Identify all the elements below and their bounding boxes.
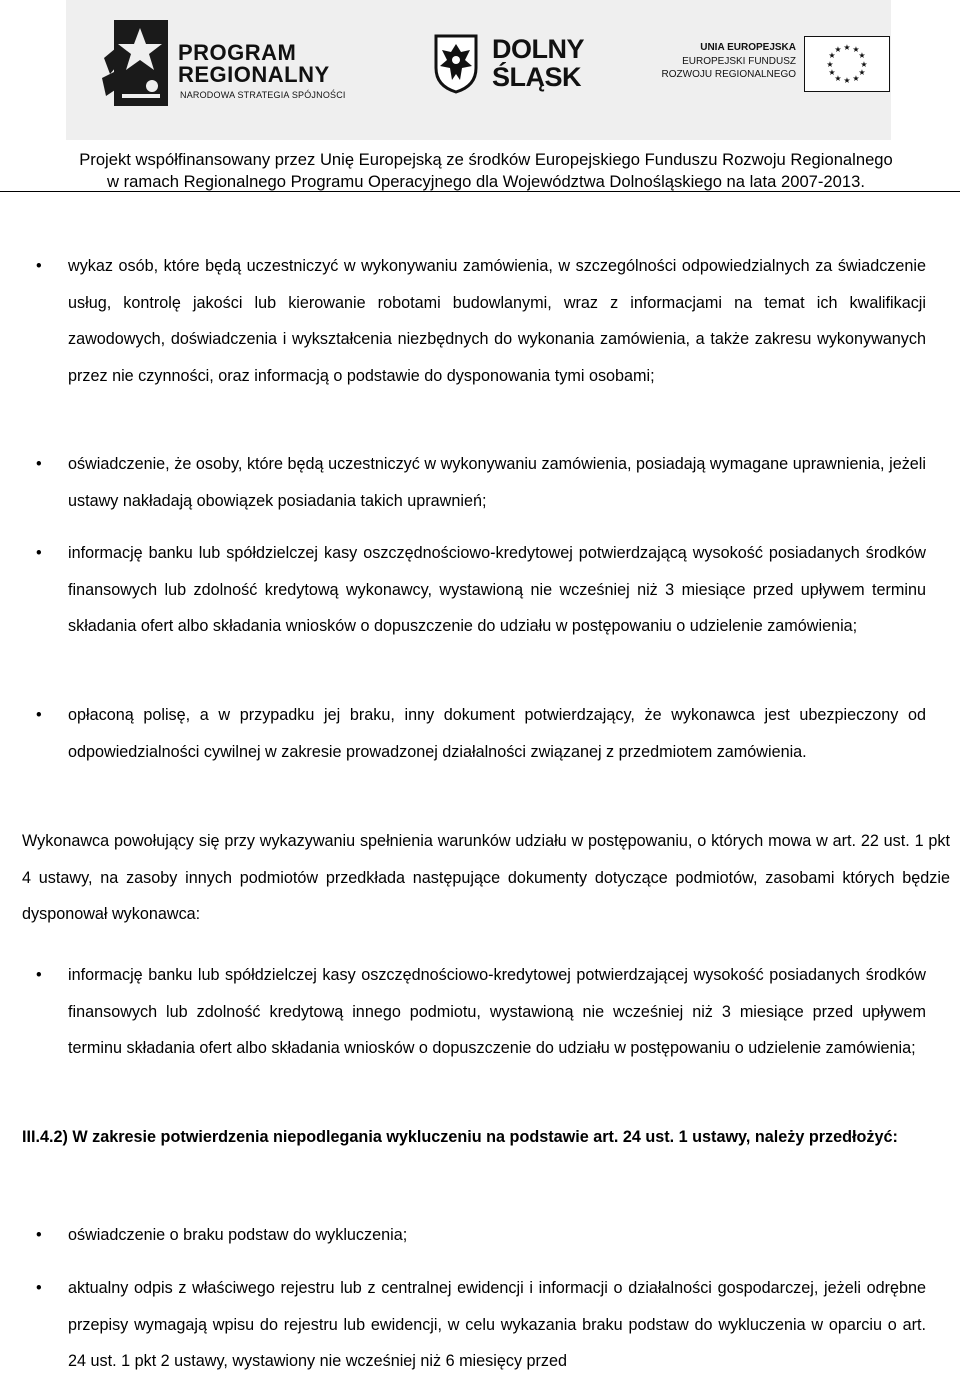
star-figure-icon bbox=[100, 18, 170, 108]
bullet-marker: • bbox=[36, 1279, 42, 1297]
program-logo-line3: NARODOWA STRATEGIA SPÓJNOŚCI bbox=[180, 90, 346, 100]
section-heading: III.4.2) W zakresie potwierdzenia niepodlegania wykluczeniu na podstawie art. 24 ust. 1 ustawy, należy przedłożyć: bbox=[22, 1128, 898, 1146]
eu-logo bbox=[661, 36, 890, 92]
bullet-marker: • bbox=[36, 544, 42, 562]
svg-text:★: ★ bbox=[826, 60, 834, 69]
svg-text:★: ★ bbox=[843, 76, 851, 85]
svg-text:★: ★ bbox=[843, 43, 851, 52]
program-regionalny-logo bbox=[100, 18, 380, 108]
bullet-marker: • bbox=[36, 1226, 42, 1244]
svg-text:★: ★ bbox=[860, 60, 868, 69]
list-item: oświadczenie o braku podstaw do wykluczenia; bbox=[68, 1226, 408, 1244]
svg-text:★: ★ bbox=[852, 74, 860, 83]
project-funding-line2: w ramach Regionalnego Programu Operacyjnego dla Województwa Dolnośląskiego na lata 2007-2013. bbox=[107, 172, 865, 191]
bullet-marker: • bbox=[36, 257, 42, 275]
dolny-slask-line2: ŚLĄSK bbox=[492, 62, 582, 92]
svg-text:★: ★ bbox=[828, 68, 836, 77]
list-item: informację banku lub spółdzielczej kasy oszczędnościowo-kredytowej potwierdzającą wysokość posiadanych środków finansowych lub zdolność kredytową wykonawcy, wystawioną nie wcześniej niż 3 miesiące przed upływem terminu składania ofert albo składania wniosków o dopuszczenie do udziału w postępowaniu o udzielenie zamówienia; bbox=[68, 544, 926, 635]
list-item: oświadczenie, że osoby, które będą uczestniczyć w wykonywaniu zamówienia, posiadają wymagane uprawnienia, jeżeli ustawy nakładają obowiązek posiadania takich uprawnień; bbox=[68, 455, 926, 510]
eu-logo-line1: UNIA EUROPEJSKA bbox=[700, 42, 796, 53]
program-logo-line1: PROGRAM bbox=[178, 40, 297, 65]
svg-text:★: ★ bbox=[858, 68, 866, 77]
program-logo-line2: REGIONALNY bbox=[178, 62, 330, 87]
dolny-slask-line1: DOLNY bbox=[492, 34, 584, 64]
svg-text:★: ★ bbox=[834, 45, 842, 54]
list-item: informację banku lub spółdzielczej kasy oszczędnościowo-kredytowej potwierdzającej wysokość posiadanych środków finansowych lub zdolność kredytową innego podmiotu, wystawioną nie wcześniej niż 3 miesiące przed upływem terminu składania ofert albo składania wniosków o dopuszczenie do udziału w postępowaniu o udzielenie zamówienia; bbox=[68, 966, 926, 1057]
dolny-slask-logo bbox=[434, 32, 604, 104]
svg-text:★: ★ bbox=[852, 45, 860, 54]
body-paragraph: Wykonawca powołujący się przy wykazywaniu spełnienia warunków udziału w postępowaniu, o których mowa w art. 22 ust. 1 pkt 4 ustawy, na zasoby innych podmiotów przedkłada następujące dokumenty dotyczące podmiotów, zasobami których będzie dysponował wykonawca: bbox=[22, 832, 950, 923]
list-item: opłaconą polisę, a w przypadku jej braku, inny dokument potwierdzający, że wykonawca jest ubezpieczony od odpowiedzialności cywilnej w zakresie prowadzonej działalności związanej z przedmiotem zamówienia. bbox=[68, 706, 926, 761]
list-item: aktualny odpis z właściwego rejestru lub z centralnej ewidencji i informacji o działalności gospodarczej, jeżeli odrębne przepisy wymagają wpisu do rejestru lub ewidencji, w celu wykazania braku podstaw do wykluczenia w oparciu o art. 24 ust. 1 pkt 2 ustawy, wystawiony nie wcześniej niż 6 miesięcy przed bbox=[68, 1279, 926, 1370]
project-funding-line1: Projekt współfinansowany przez Unię Europejską ze środków Europejskiego Funduszu Rozwoju Regionalnego bbox=[79, 150, 893, 169]
eu-logo-line3: ROZWOJU REGIONALNEGO bbox=[661, 69, 796, 80]
svg-text:★: ★ bbox=[828, 51, 836, 60]
list-item: wykaz osób, które będą uczestniczyć w wykonywaniu zamówienia, w szczególności odpowiedzialnych za świadczenie usług, kontrolę jakości lub kierowanie robotami budowlanymi, wraz z informacjami na temat ich kwalifikacji zawodowych, doświadczenia i wykształcenia niezbędnych do wykonania zamówienia, a także zakresu wykonywanych przez nie czynności, oraz informacją o podstawie do dysponowania tymi osobami; bbox=[68, 257, 926, 385]
eu-logo-line2: EUROPEJSKI FUNDUSZ bbox=[682, 56, 796, 67]
eagle-crest-icon bbox=[434, 34, 478, 94]
svg-text:★: ★ bbox=[858, 51, 866, 60]
bullet-marker: • bbox=[36, 966, 42, 984]
bullet-marker: • bbox=[36, 706, 42, 724]
eu-flag-icon bbox=[804, 36, 890, 92]
bullet-marker: • bbox=[36, 455, 42, 473]
svg-text:★: ★ bbox=[834, 74, 842, 83]
header-divider bbox=[0, 191, 960, 192]
